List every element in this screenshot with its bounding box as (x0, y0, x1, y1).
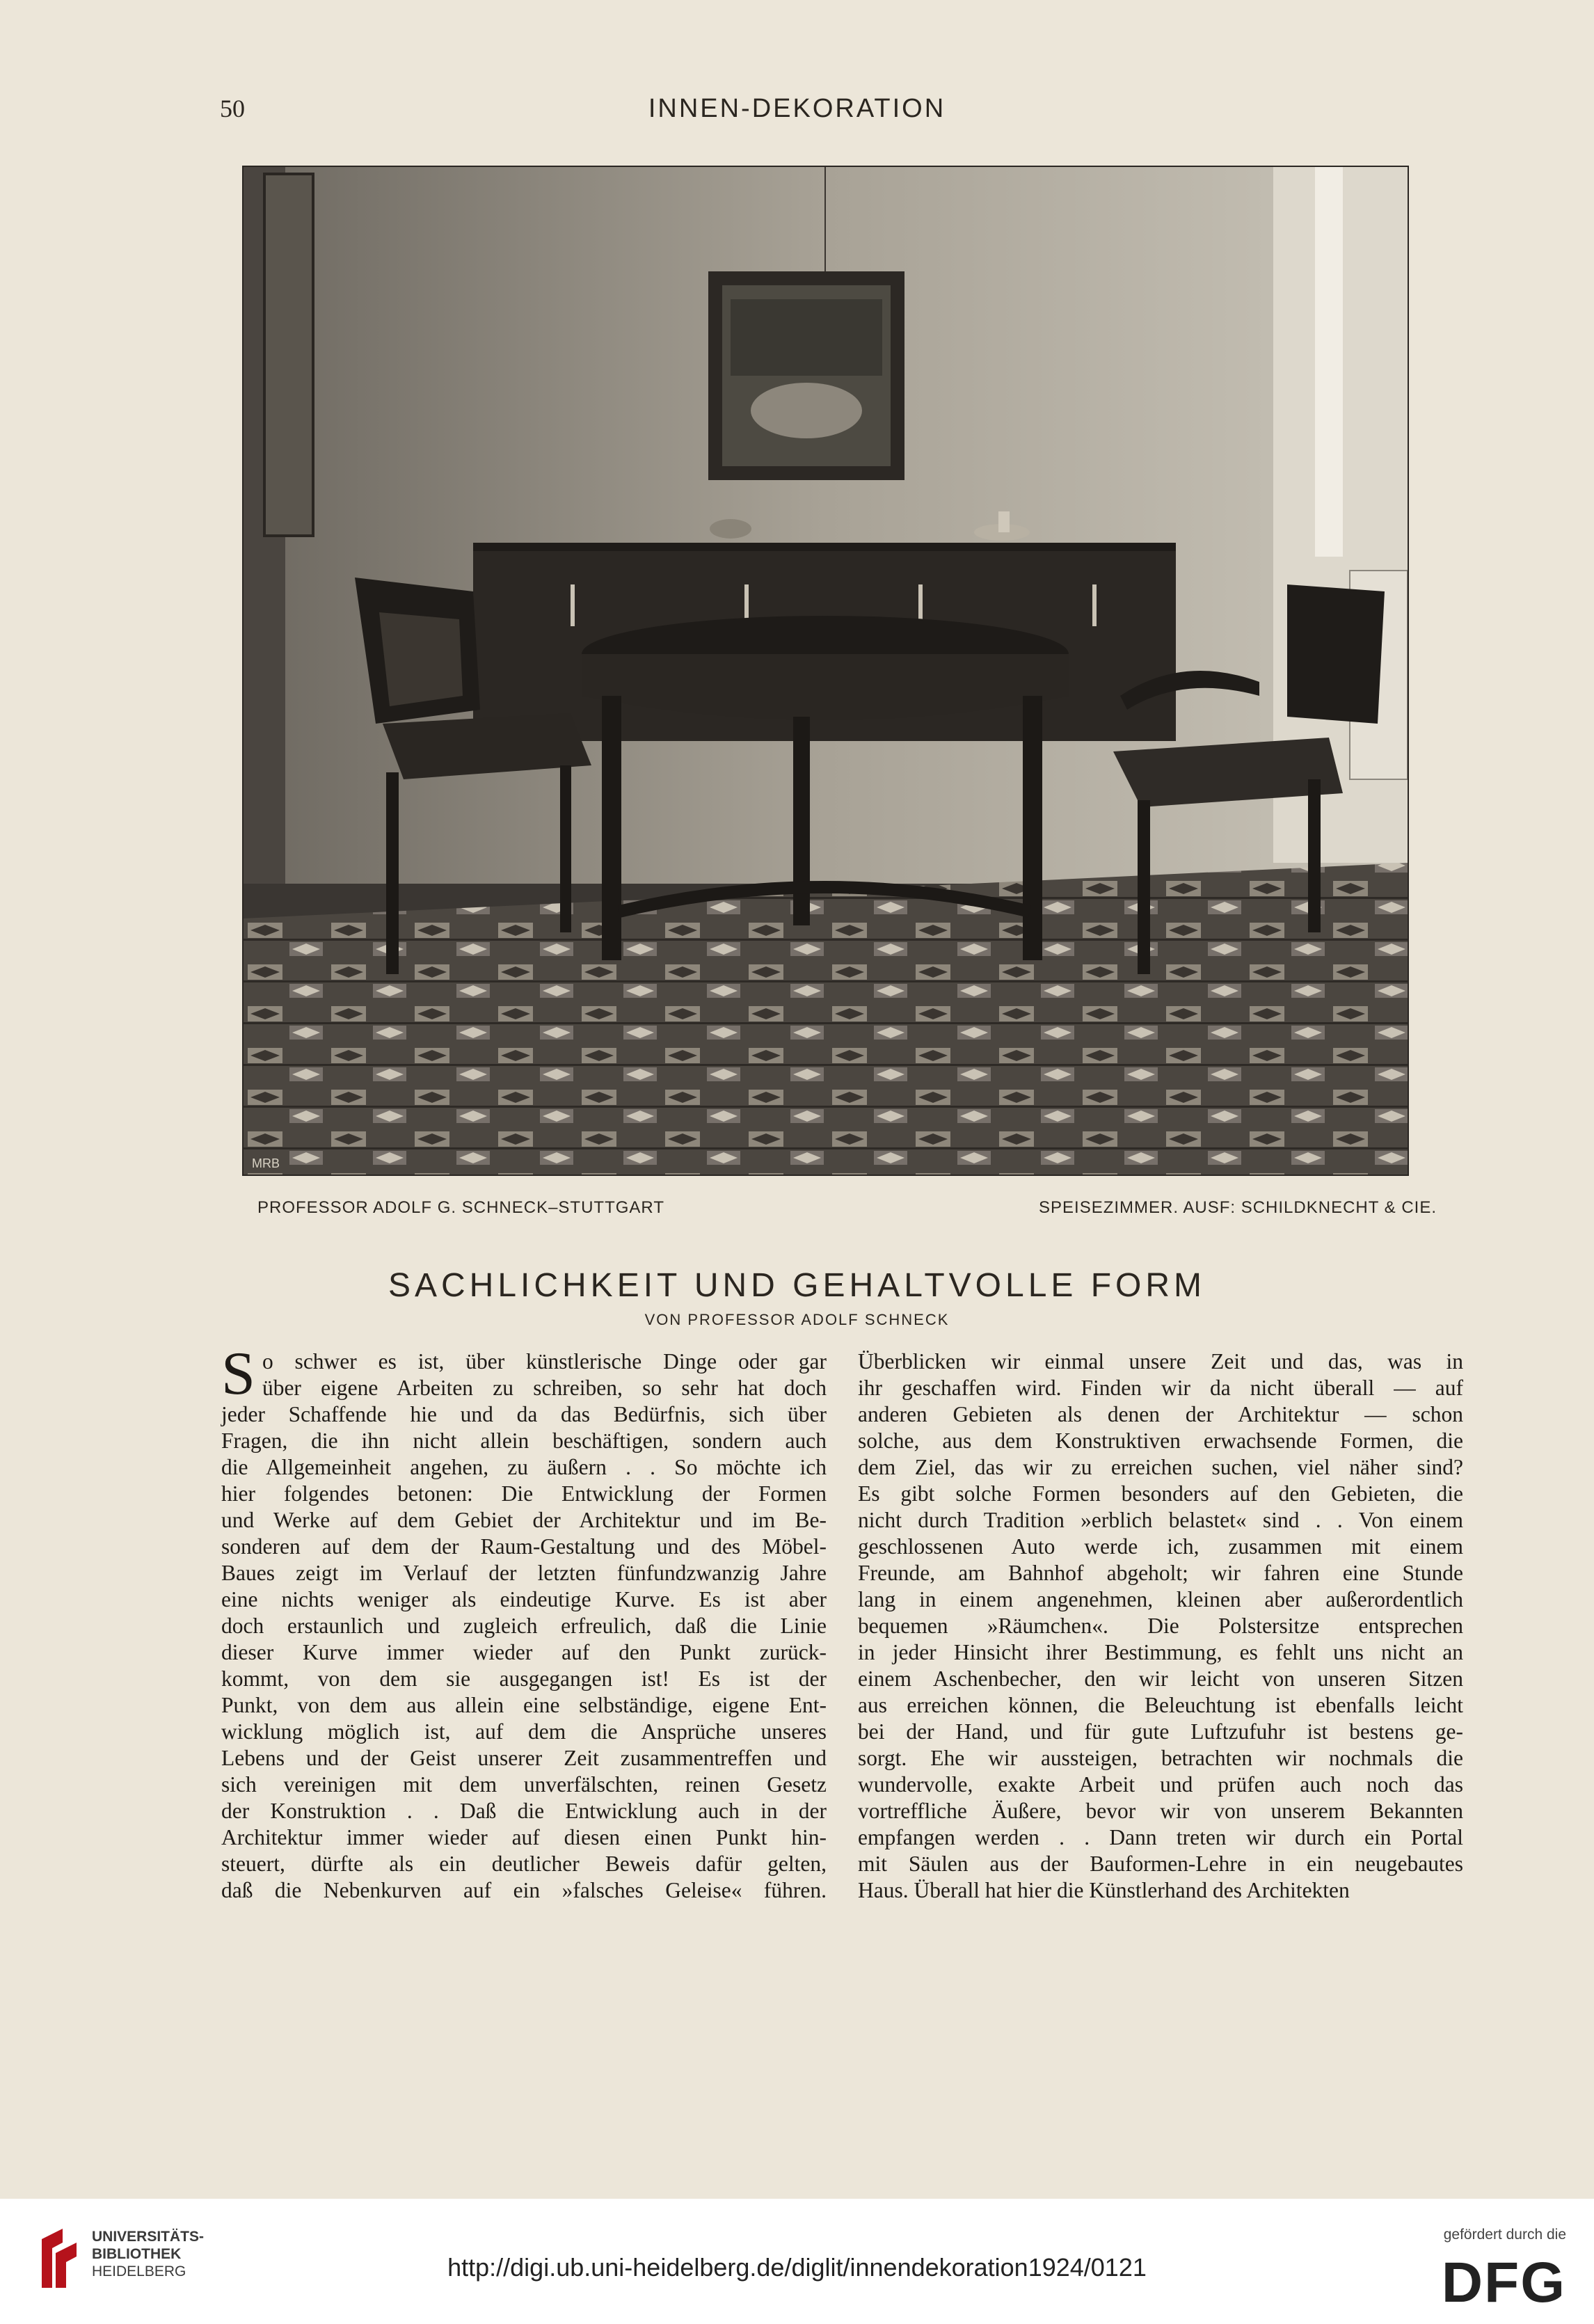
caption-designer: PROFESSOR ADOLF G. SCHNECK–STUTTGART (257, 1198, 664, 1217)
text-line: empfangen werden . . Dann treten wir durch ein Portal (858, 1825, 1463, 1849)
text-line: Architektur immer wieder auf diesen einen Punkt hin- (221, 1825, 827, 1849)
text-line: bequemen »Räumchen«. Die Polstersitze entsprechen (858, 1614, 1463, 1638)
text-line: jeder Schaffende hie und da das Bedürfnis, sich über (221, 1402, 827, 1426)
text-line: über eigene Arbeiten zu schreiben, so sehr hat doch (262, 1376, 827, 1400)
text-line: aus erreichen können, die Beleuchtung ist ebenfalls leicht (858, 1693, 1463, 1717)
text-line: ihr geschaffen wird. Finden wir da nicht überall — auf (858, 1376, 1463, 1400)
text-line: doch erstaunlich und zugleich erfreulich, daß die Linie (221, 1614, 827, 1638)
article-title: SACHLICHKEIT UND GEHALTVOLLE FORM (388, 1267, 1206, 1304)
text-line: geschlossenen Auto werde ich, zusammen mit einem (858, 1534, 1463, 1559)
text-line: o schwer es ist, über künstlerische Dinge oder gar (262, 1349, 827, 1374)
text-line: der Konstruktion . . Daß die Entwicklung auch in der (221, 1799, 827, 1823)
text-line: anderen Gebieten als denen der Architektur — schon (858, 1402, 1463, 1426)
library-name-line-2: BIBLIOTHEK (92, 2246, 182, 2262)
text-line: sich vereinigen mit dem unverfälschten, reinen Gesetz (221, 1772, 827, 1797)
text-line: mit Säulen aus der Bauformen-Lehre in ein neugebautes (858, 1852, 1463, 1876)
text-line: hier folgendes betonen: Die Entwicklung der Formen (221, 1481, 827, 1506)
text-line: einem Aschenbecher, den wir leicht von unseren Sitzen (858, 1666, 1463, 1691)
text-line: und Werke auf dem Gebiet der Architektur und im Be- (221, 1508, 827, 1532)
text-line: vortreffliche Äußere, bevor wir von unserem Bekannten (858, 1799, 1463, 1823)
digitization-footer (0, 2199, 1594, 2324)
library-name-line-3: HEIDELBERG (92, 2263, 186, 2279)
text-line: steuert, dürfte als ein deutlicher Beweis dafür gelten, (221, 1852, 827, 1876)
text-line: sorgt. Ehe wir aussteigen, betrachten wir nochmals die (858, 1746, 1463, 1770)
caption-room: SPEISEZIMMER. AUSF: SCHILDKNECHT & CIE. (1039, 1198, 1437, 1217)
running-title: INNEN-DEKORATION (648, 94, 946, 123)
text-line: Lebens und der Geist unserer Zeit zusammentreffen und (221, 1746, 827, 1770)
article-byline: VON PROFESSOR ADOLF SCHNECK (644, 1311, 950, 1328)
text-line: wicklung möglich ist, auf dem die Ansprüche unseres (221, 1719, 827, 1744)
text-line: bei der Hand, und für gute Luftzufuhr ist bestens ge- (858, 1719, 1463, 1744)
text-line: die Allgemeinheit angehen, zu äußern . . So möchte ich (221, 1455, 827, 1479)
text-line: wundervolle, exakte Arbeit und prüfen auch noch das (858, 1772, 1463, 1797)
text-line: dem Ziel, das wir zu erreichen suchen, viel näher sind? (858, 1455, 1463, 1479)
text-line: nicht durch Tradition »erblich belastet« sind . . Von einem (858, 1508, 1463, 1532)
dining-room-photograph (242, 166, 1409, 1176)
text-line: sonderen auf dem der Raum-Gestaltung und des Möbel- (221, 1534, 827, 1559)
text-line: Baues zeigt im Verlauf der letzten fünfundzwanzig Jahre (221, 1561, 827, 1585)
text-line: dieser Kurve immer wieder auf den Punkt zurück- (221, 1640, 827, 1664)
text-line: eine nichts weniger als eindeutige Kurve. Es ist aber (221, 1587, 827, 1611)
drop-cap: S (221, 1340, 255, 1408)
page-header (0, 94, 1594, 136)
text-column-right (858, 1348, 1463, 1904)
text-line: lang in einem angenehmen, kleinen aber außerordentlich (858, 1587, 1463, 1611)
text-line: Haus. Überall hat hier die Künstlerhand des Architekten (858, 1878, 1350, 1902)
text-line: Fragen, die ihn nicht allein beschäftigen, sondern auch (221, 1428, 827, 1453)
text-line: in jeder Hinsicht ihrer Bestimmung, es fehlt uns nicht an (858, 1640, 1463, 1664)
text-column-left (221, 1340, 827, 1904)
text-line: Punkt, von dem aus allein eine selbständige, eigene Ent- (221, 1693, 827, 1717)
text-line: Überblicken wir einmal unsere Zeit und das, was in (858, 1349, 1463, 1374)
photographer-monogram: MRB (252, 1156, 280, 1170)
text-line: daß die Nebenkurven auf ein »falsches Geleise« führen. (221, 1878, 827, 1902)
sponsor-label: gefördert durch die (1443, 2227, 1566, 2243)
text-line: kommt, von dem sie ausgegangen ist! Es ist der (221, 1666, 827, 1691)
page-number: 50 (220, 95, 245, 122)
text-line: Freunde, am Bahnhof abgeholt; wir fahren eine Stunde (858, 1561, 1463, 1585)
library-name-line-1: UNIVERSITÄTS- (92, 2229, 205, 2245)
dfg-logo[interactable]: DFG (1441, 2251, 1566, 2314)
text-line: solche, aus dem Konstruktiven erwachsende Formen, die (858, 1428, 1463, 1453)
text-line: Es gibt solche Formen besonders auf den Gebieten, die (858, 1481, 1463, 1506)
permalink-url[interactable]: http://digi.ub.uni-heidelberg.de/diglit/innendekoration1924/0121 (447, 2253, 1147, 2282)
